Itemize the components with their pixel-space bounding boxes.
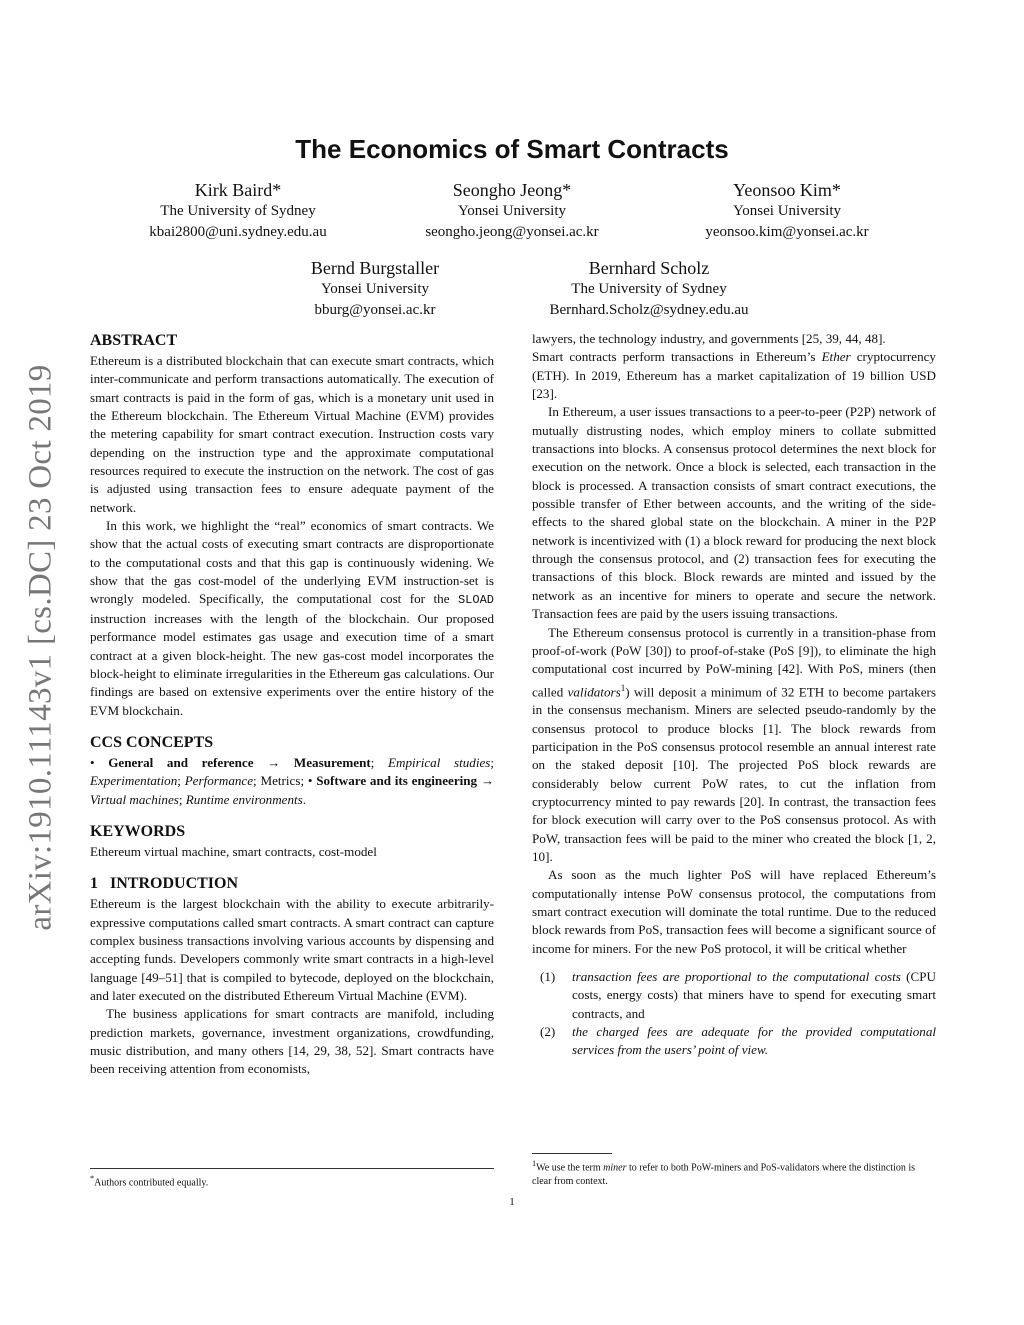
intro-paragraph: Smart contracts perform transactions in Ethereum’s Ether cryptocurrency (ETH). In 2019, Ethereum has a market capitalization of 19 billion USD [23].	[532, 349, 936, 402]
author-block	[352, 180, 672, 243]
intro-paragraph: The business applications for smart contracts are manifold, including prediction markets, governance, investment organizations, crowdfunding, music distribution, and many others [14, 29, 38, 52]. Smart contracts have been receiving attention from economists,	[90, 1006, 494, 1077]
footnote-authors: *Authors contributed equally.	[90, 1174, 209, 1189]
page-number: 1	[509, 1196, 515, 1208]
author-email: seongho.jeong@yonsei.ac.kr	[425, 224, 599, 240]
author-name: Seongho Jeong*	[452, 180, 572, 200]
list-item: (1) transaction fees are proportional to the computational costs (CPU costs, energy costs) that miners have to spend for executing smart contracts, and	[540, 969, 936, 1021]
paper-title: The Economics of Smart Contracts	[295, 134, 729, 164]
intro-paragraph: The Ethereum consensus protocol is currently in a transition-phase from proof-of-work (PoW [30]) to proof-of-stake (PoS [9]), to eliminate the high computational cost incurred by PoW-mining [42]. With PoS, miners (then called validators$^1$) will deposit a minimum of 32 ETH to become partakers in the consensus mechanism. Miners are selected pseudo-randomly by the consensus protocol to produce blocks [1]. The block rewards from participation in the PoS consensus protocol resemble an annual interest rate on the staked deposit [10]. The projected PoS block rewards are considerably below current PoW rates, to cut the inflation from cryptocurrency minted to pay rewards [20]. In contrast, the transaction fees for block execution will carry over to the PoS consensus protocol. As with PoW, transaction fees will be paid to the miner who created the block [1, 2, 10].	[532, 624, 936, 864]
right-column	[532, 330, 936, 1060]
intro-paragraph: In Ethereum, a user issues transactions to a peer-to-peer (P2P) network of mutually distrusting nodes, which employ miners to collate submitted transactions into blocks. A consensus protocol determines the next block for execution on the network. Once a block is selected, each transaction in the block is processed. A transaction consists of smart contract executions, the possible transfer of Ether between accounts, and the writing of the side-effects to the shared global state on the blockchain. A miner in the P2P network is incentivized with (1) a block reward for producing the next block through the consensus protocol, and (2) transaction fees for executing the transactions of this block. Block rewards are minted and issued by the network as an incentive for miners to operate and secure the network. Transaction fees are paid by the users issuing transactions.	[532, 404, 936, 622]
author-email: Bernhard.Scholz@sydney.edu.au	[549, 302, 749, 318]
author-affiliation: Yonsei University	[457, 203, 567, 219]
keywords-heading: KEYWORDS	[90, 822, 186, 840]
intro-paragraph: Ethereum is the largest blockchain with the ability to execute arbitrarily-expressive computations called smart contracts. A smart contract can capture complex business transactions involving various accounts by dispensing and accepting funds. Developers commonly write smart contracts in a high-level language [49–51] that is compiled to bytecode, deployed on the blockchain, and later executed on the distributed Ethereum Virtual Machine (EVM).	[90, 896, 494, 1003]
abstract-heading: ABSTRACT	[90, 332, 178, 349]
author-name: Kirk Baird*	[194, 180, 282, 200]
author-email: kbai2800@uni.sydney.edu.au	[149, 224, 327, 240]
left-column	[90, 330, 494, 1079]
author-name: Bernd Burgstaller	[310, 258, 440, 278]
intro-paragraph: As soon as the much lighter PoS will have replaced Ethereum’s computationally intense PoW consensus protocol, the computations from smart contract execution will dominate the total runtime. Due to the reduced block rewards from PoS, transaction fees will become a significant source of income for miners. For the new PoS protocol, it will be critical whether	[532, 867, 936, 956]
author-affiliation: Yonsei University	[732, 203, 842, 219]
author-name: Yeonsoo Kim*	[733, 180, 841, 200]
author-affiliation: Yonsei University	[320, 281, 430, 297]
arxiv-identifier: arXiv:1910.11143v1 [cs.DC] 23 Oct 2019	[22, 364, 59, 931]
intro-paragraph: lawyers, the technology industry, and governments [25, 39, 44, 48].	[532, 331, 886, 346]
author-block	[215, 258, 535, 321]
footnote-rule	[90, 1168, 494, 1169]
abstract-paragraph: In this work, we highlight the “real” economics of smart contracts. We show that the actual costs of executing smart contracts are disproportionate to the computational costs and that this gap is continuously widening. We show that the gas cost-model of the underlying EVM instruction-set is wrongly modeled. Specifically, the computational cost for the SLOAD instruction increases with the length of the blockchain. Our proposed performance model estimates gas usage and execution time of a smart contract at a given block-height. The new gas-cost model incorporates the block-height to eliminate irregularities in the Ethereum gas calculations. Our findings are based on extensive experiments over the entire history of the EVM blockchain.	[90, 518, 494, 718]
abstract-paragraph: Ethereum is a distributed blockchain that can execute smart contracts, which inter-communicate and perform transactions automatically. The execution of smart contracts is paid in the form of gas, which is a monetary unit used in the Ethereum blockchain. The Ethereum Virtual Machine (EVM) provides the metering capability for smart contract execution. Instruction costs vary depending on the instruction type and the approximate computational resources required to execute the instruction on the network. The cost of gas is adjusted using transaction fees to ensure adequate payment of the network.	[90, 353, 494, 515]
author-block	[78, 180, 398, 243]
author-block	[627, 180, 947, 243]
sload-code: SLOAD	[457, 593, 494, 608]
list-item: (2) the charged fees are adequate for the provided computational services from the users’ point of view.	[540, 1024, 936, 1058]
author-email: bburg@yonsei.ac.kr	[314, 302, 436, 318]
introduction-heading: 1 INTRODUCTION	[90, 875, 239, 893]
author-name: Bernhard Scholz	[588, 258, 710, 278]
author-email: yeonsoo.kim@yonsei.ac.kr	[705, 224, 869, 240]
ccs-concepts: • General and reference → Measurement; Empirical studies; Experimentation; Performance; Metrics; • Software and its engineering → Virtual machines; Runtime environments.	[90, 754, 495, 807]
author-block	[489, 258, 809, 321]
criteria-list	[532, 968, 936, 1060]
ccs-heading: CCS CONCEPTS	[90, 733, 214, 751]
author-affiliation: The University of Sydney	[571, 281, 727, 297]
keywords-text: Ethereum virtual machine, smart contracts, cost-model	[90, 843, 377, 859]
footnote-miner: $^1$We use the term miner to refer to both PoW-miners and PoS-validators where the distinction is clear from context.	[532, 1153, 936, 1189]
author-affiliation: The University of Sydney	[160, 203, 316, 219]
